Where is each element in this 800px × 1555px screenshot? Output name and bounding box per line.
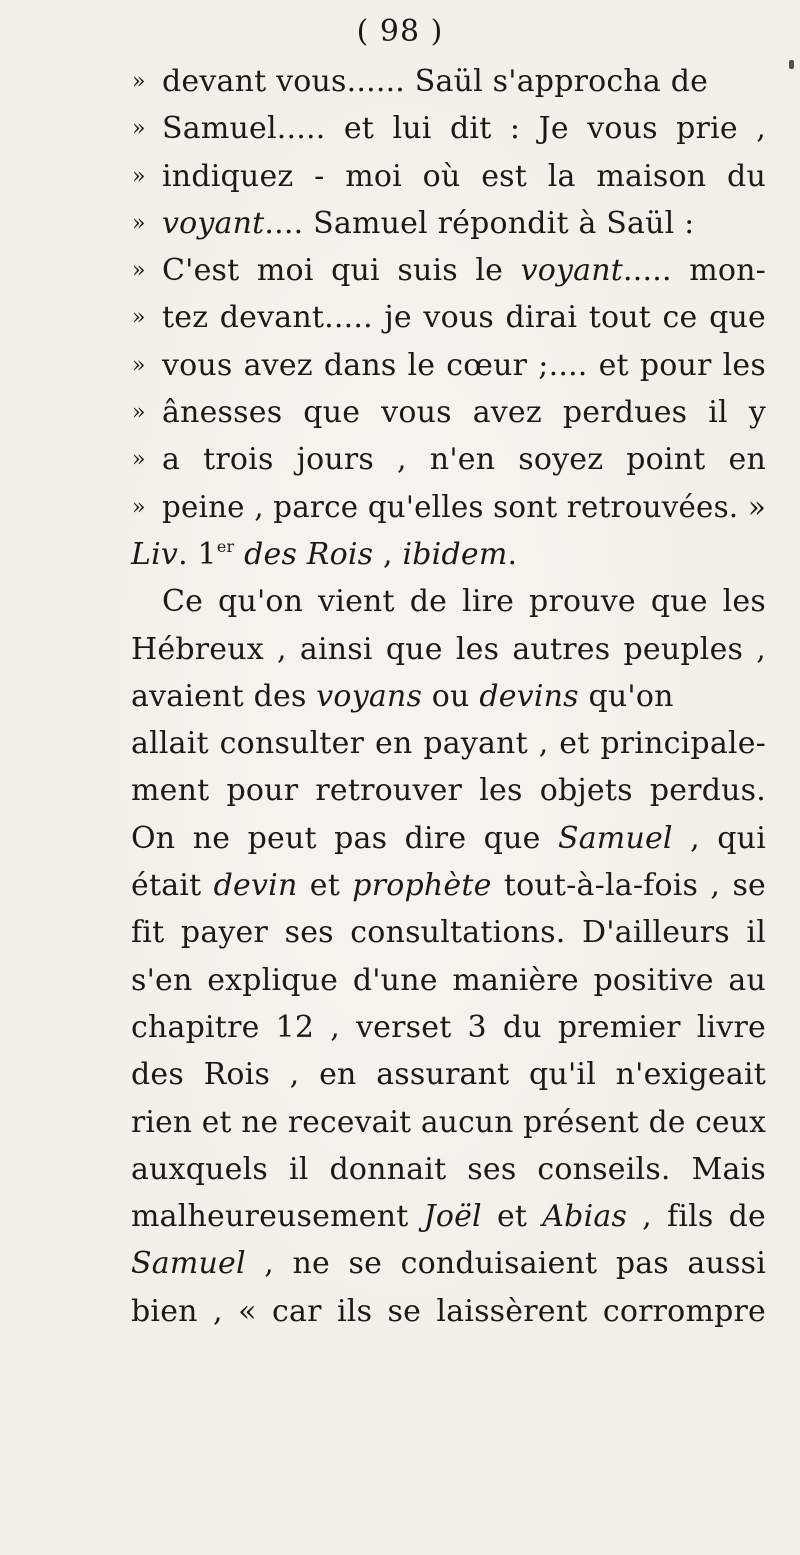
line-text [162,247,766,294]
quote-mark: » [132,352,146,378]
text-line [0,58,800,105]
text-run: tez devant..... je vous dirai tout ce que [162,300,766,336]
text-run: vous avez dans le cœur ;.... et pour les [162,347,766,383]
text-line [0,862,800,909]
italic-text: voyans [316,678,423,714]
italic-text: ibidem [402,536,508,572]
text-line [0,578,800,625]
italic-text: Joël [423,1199,482,1235]
quote-mark: » [132,447,146,473]
italic-text: devin [213,868,298,904]
text-line [0,153,800,200]
text-run: avaient des [131,678,317,714]
text-run: chapitre 12 , verset 3 du premier livre [131,1009,766,1045]
italic-text: Samuel [131,1246,246,1282]
page-number: ( 98 ) [356,14,444,49]
text-run: .... Samuel répondit à Saül : [264,205,695,241]
text-line [0,531,800,578]
text-run: et [481,1199,543,1235]
quote-mark: » [132,163,146,189]
text-run: peine , parce qu'elles sont retrouvées. » [162,489,766,525]
italic-text: Abias [542,1199,628,1235]
text-run: , [373,536,403,572]
italic-text: des Rois [234,536,374,572]
text-line [0,1240,800,1287]
text-line [0,389,800,436]
line-text [131,1146,766,1193]
quote-mark: » [132,69,146,94]
italic-text: voyant [162,205,265,241]
line-text [131,767,766,814]
line-text [162,153,766,200]
text-run: s'en explique d'une manière positive au [131,962,767,998]
text-line [0,342,800,389]
text-line [0,436,800,483]
line-text [131,1240,766,1287]
text-run: indiquez - moi où est la maison du [162,158,766,194]
line-text [131,1288,766,1335]
text-run: allait consulter en payant , et principale- [131,726,767,762]
line-text [131,1051,766,1098]
line-text [162,342,766,389]
text-line [0,720,800,767]
quote-mark: » [132,210,146,236]
text-run: a trois jours , n'en soyez point en [162,442,766,478]
text-run: malheureusement [131,1199,424,1235]
italic-text: prophète [352,868,492,904]
line-text [162,200,695,247]
text-run: bien , « car ils se laissèrent corrompre [131,1293,766,1329]
text-run: . [507,536,518,572]
italic-text: voyant [520,253,624,289]
text-line [0,200,800,247]
quote-mark: » [132,400,146,426]
text-line [0,1146,800,1193]
text-run: On ne peut pas dire que [131,820,558,856]
quote-mark: » [132,494,146,520]
text-run: ment pour retrouver les objets perdus. [131,773,766,809]
text-line [0,1051,800,1098]
line-text [162,389,766,436]
line-text [131,531,517,578]
text-run: fit payer ses consultations. D'ailleurs il [131,915,766,951]
text-line [0,1004,800,1051]
quote-mark: » [132,305,146,331]
quote-mark: » [132,258,146,284]
text-run: tout-à-la-fois , se [491,868,766,904]
text-run: , fils de [627,1199,766,1235]
text-line [0,1099,800,1146]
line-text [131,1193,766,1240]
text-run: C'est moi qui suis le [162,253,521,289]
text-line [0,1288,800,1335]
text-run: , qui [672,820,766,856]
text-run: et [297,868,353,904]
text-run: , ne se conduisaient pas aussi [245,1246,767,1282]
line-text [131,957,766,1004]
text-run: devant vous...... Saül s'approcha de [162,64,709,99]
line-text [131,862,766,909]
text-run: ..... mon- [623,253,767,289]
line-text [162,294,766,341]
text-run: Ce qu'on vient de lire prouve que les [162,584,766,620]
text-line [0,626,800,673]
text-line [0,957,800,1004]
line-text [162,105,766,152]
text-run: était [131,868,214,904]
line-text [131,626,766,673]
text-run: rien et ne recevait aucun présent de ceux [131,1104,767,1140]
line-text [131,815,766,862]
body-text [0,58,800,1335]
text-run: Hébreux , ainsi que les autres peuples , [131,631,767,667]
text-line [0,105,800,152]
text-run: des Rois , en assurant qu'il n'exigeait [131,1057,766,1093]
text-line [0,484,800,531]
line-text [162,58,708,105]
text-line [0,815,800,862]
text-line [0,294,800,341]
superscript-text: er [216,536,235,556]
text-line [0,909,800,956]
line-text [131,909,766,956]
text-line [0,673,800,720]
line-text [162,578,766,625]
line-text [131,1099,766,1146]
line-text [162,484,766,531]
italic-text: Samuel [557,820,673,856]
text-line [0,1193,800,1240]
text-run: ou [422,678,480,714]
line-text [131,720,766,767]
quote-mark: » [132,116,146,142]
text-run: qu'on [578,678,674,714]
text-run: auxquels il donnait ses conseils. Mais [131,1151,767,1187]
text-run: ânesses que vous avez perdues il y [162,395,766,431]
line-text [131,673,674,720]
text-line [0,247,800,294]
line-text [162,436,766,483]
text-run: Samuel..... et lui dit : Je vous prie , [162,111,766,147]
text-line [0,767,800,814]
line-text [131,1004,766,1051]
italic-text: devins [479,678,579,714]
text-run: . 1 [178,536,217,572]
italic-text: Liv [131,536,179,572]
